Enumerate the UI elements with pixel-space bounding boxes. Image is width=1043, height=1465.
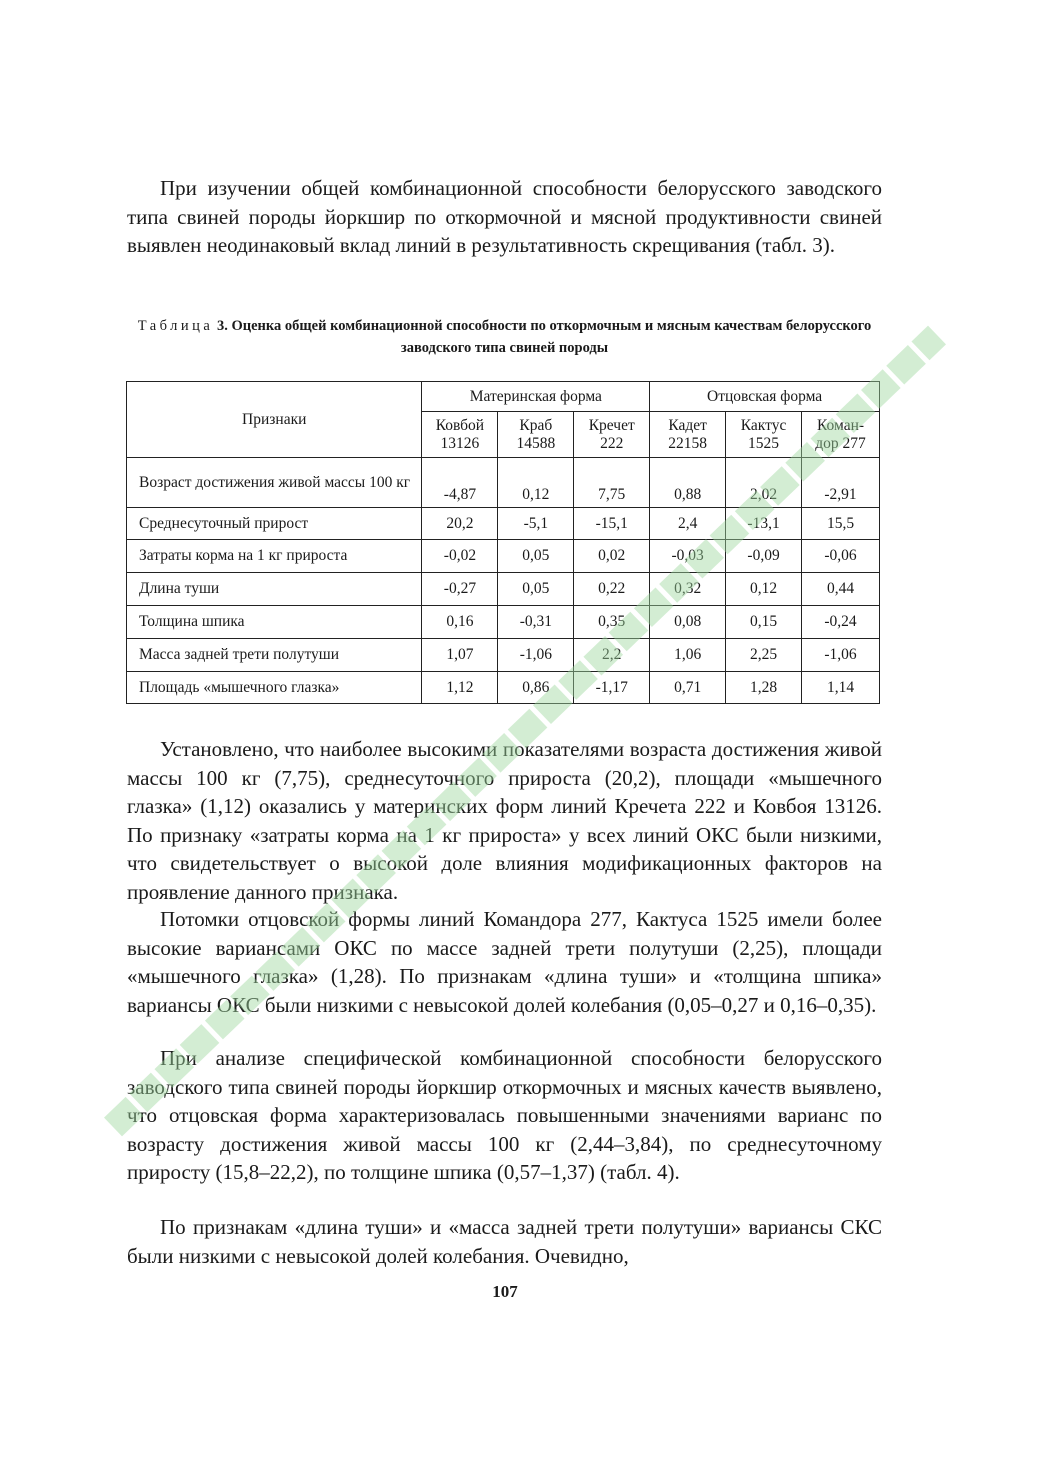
line-number: 13126 [440, 434, 480, 452]
cell-value: 20,2 [422, 508, 498, 540]
cell-value: -5,1 [498, 508, 574, 540]
paragraph-results-maternal: Установлено, что наиболее высокими показателями возраста достижения живой массы 100 кг (7,75), среднесуточного прироста (20,2), площади «мышечного глазка» (1,12) оказались у материнских форм линий Кречета 222 и Ковбоя 13126. По признаку «затраты корма на 1 кг прироста» у всех линий ОКС были низкими, что свидетельствует о высокой доле влияния модификационных факторов на проявление данного признака. [127, 737, 882, 904]
cell-value: 0,05 [498, 573, 574, 606]
row-label: Масса задней трети полутуши [127, 639, 422, 672]
cell-value: 0,71 [650, 672, 726, 704]
cell-value: 7,75 [574, 458, 650, 508]
cell-value: -4,87 [422, 458, 498, 508]
cell-value: -0,09 [726, 540, 802, 573]
cell-value: 2,25 [726, 639, 802, 672]
cell-value: 2,4 [650, 508, 726, 540]
cell-value: -0,24 [802, 606, 880, 639]
paragraph-conclusion: По признакам «длина туши» и «масса задней трети полутуши» вариансы СКС были низкими с невысокой долей колебания. Очевидно, [127, 1215, 882, 1268]
cell-value: 0,12 [726, 573, 802, 606]
cell-value: 2,02 [726, 458, 802, 508]
cell-value: -0,31 [498, 606, 574, 639]
cell-value: 0,12 [498, 458, 574, 508]
cell-value: -13,1 [726, 508, 802, 540]
row-label: Среднесуточный прирост [127, 508, 422, 540]
watermark-diagonal-band [95, 315, 955, 1145]
cell-value: 1,28 [726, 672, 802, 704]
cell-value: 1,12 [422, 672, 498, 704]
paragraph-intro: При изучении общей комбинационной способности белорусского заводского типа свиней породы йоркшир по откормочной и мясной продуктивности свиней выявлен неодинаковый вклад линий в результативность скрещивания (табл. 3). [127, 176, 882, 257]
header-features: Признаки [127, 382, 422, 458]
cell-value: 2,2 [574, 639, 650, 672]
caption-title: Оценка общей комбинационной способности по откормочным и мясным качествам белорусского заводского типа свиней породы [231, 318, 872, 356]
cell-value: 0,86 [498, 672, 574, 704]
cell-value: -1,06 [498, 639, 574, 672]
line-name: Краб [519, 416, 553, 434]
paragraph-specific-ability: При анализе специфической комбинационной способности белорусского заводского типа свиней породы йоркшир откормочных и мясных качеств выявлено, что отцовская форма характеризовалась повышенными значениями варианс по возрасту достижения живой массы 100 кг (2,44–3,84), по среднесуточному приросту (15,8–22,2), по толщине шпика (0,57–1,37) (табл. 4). [127, 1046, 882, 1184]
cell-value: -1,17 [574, 672, 650, 704]
cell-value: 1,07 [422, 639, 498, 672]
cell-value: -2,91 [802, 458, 880, 508]
row-label: Длина туши [127, 573, 422, 606]
paragraph-results-paternal: Потомки отцовской формы линий Командора 277, Кактуса 1525 имели более высокие вариансами ОКС по массе задней трети полутуши (2,25), площади «мышечного глазка» (1,28). По признакам «длина туши» и «толщина шпика» вариансы ОКС были низкими с невысокой долей колебания (0,05–0,27 и 0,16–0,35). [127, 907, 882, 1017]
cell-value: -1,06 [802, 639, 880, 672]
row-label: Возраст достижения живой массы 100 кг [127, 458, 422, 508]
row-label: Площадь «мышечного глазка» [127, 672, 422, 704]
cell-value: 0,08 [650, 606, 726, 639]
cell-value: -15,1 [574, 508, 650, 540]
cell-value: 0,02 [574, 540, 650, 573]
line-name: Кактус [740, 416, 787, 434]
line-name: Кречет [588, 416, 635, 434]
cell-value: 0,15 [726, 606, 802, 639]
cell-value: -0,06 [802, 540, 880, 573]
cell-value: 0,32 [650, 573, 726, 606]
header-paternal-form: Отцовская форма [650, 382, 880, 412]
cell-value: 0,05 [498, 540, 574, 573]
cell-value: 1,14 [802, 672, 880, 704]
cell-value: 0,22 [574, 573, 650, 606]
header-maternal-form: Материнская форма [422, 382, 650, 412]
line-name: Коман- [816, 416, 865, 434]
line-number: дор 277 [815, 434, 866, 452]
caption-label: Таблица [137, 318, 214, 334]
cell-value: -0,03 [650, 540, 726, 573]
line-number: 22158 [668, 434, 708, 452]
cell-value: -0,02 [422, 540, 498, 573]
line-name: Кадет [668, 416, 707, 434]
cell-value: 1,06 [650, 639, 726, 672]
cell-value: 0,88 [650, 458, 726, 508]
cell-value: 0,16 [422, 606, 498, 639]
cell-value: 0,44 [802, 573, 880, 606]
line-name: Ковбой [435, 416, 485, 434]
line-number: 1525 [748, 434, 780, 452]
caption-number: 3. [216, 318, 228, 334]
cell-value: 0,35 [574, 606, 650, 639]
cell-value: -0,27 [422, 573, 498, 606]
page-number: 107 [492, 1282, 518, 1301]
line-number: 14588 [516, 434, 556, 452]
row-label: Затраты корма на 1 кг прироста [127, 540, 422, 573]
row-label: Толщина шпика [127, 606, 422, 639]
cell-value: 15,5 [802, 508, 880, 540]
line-number: 222 [600, 434, 624, 452]
